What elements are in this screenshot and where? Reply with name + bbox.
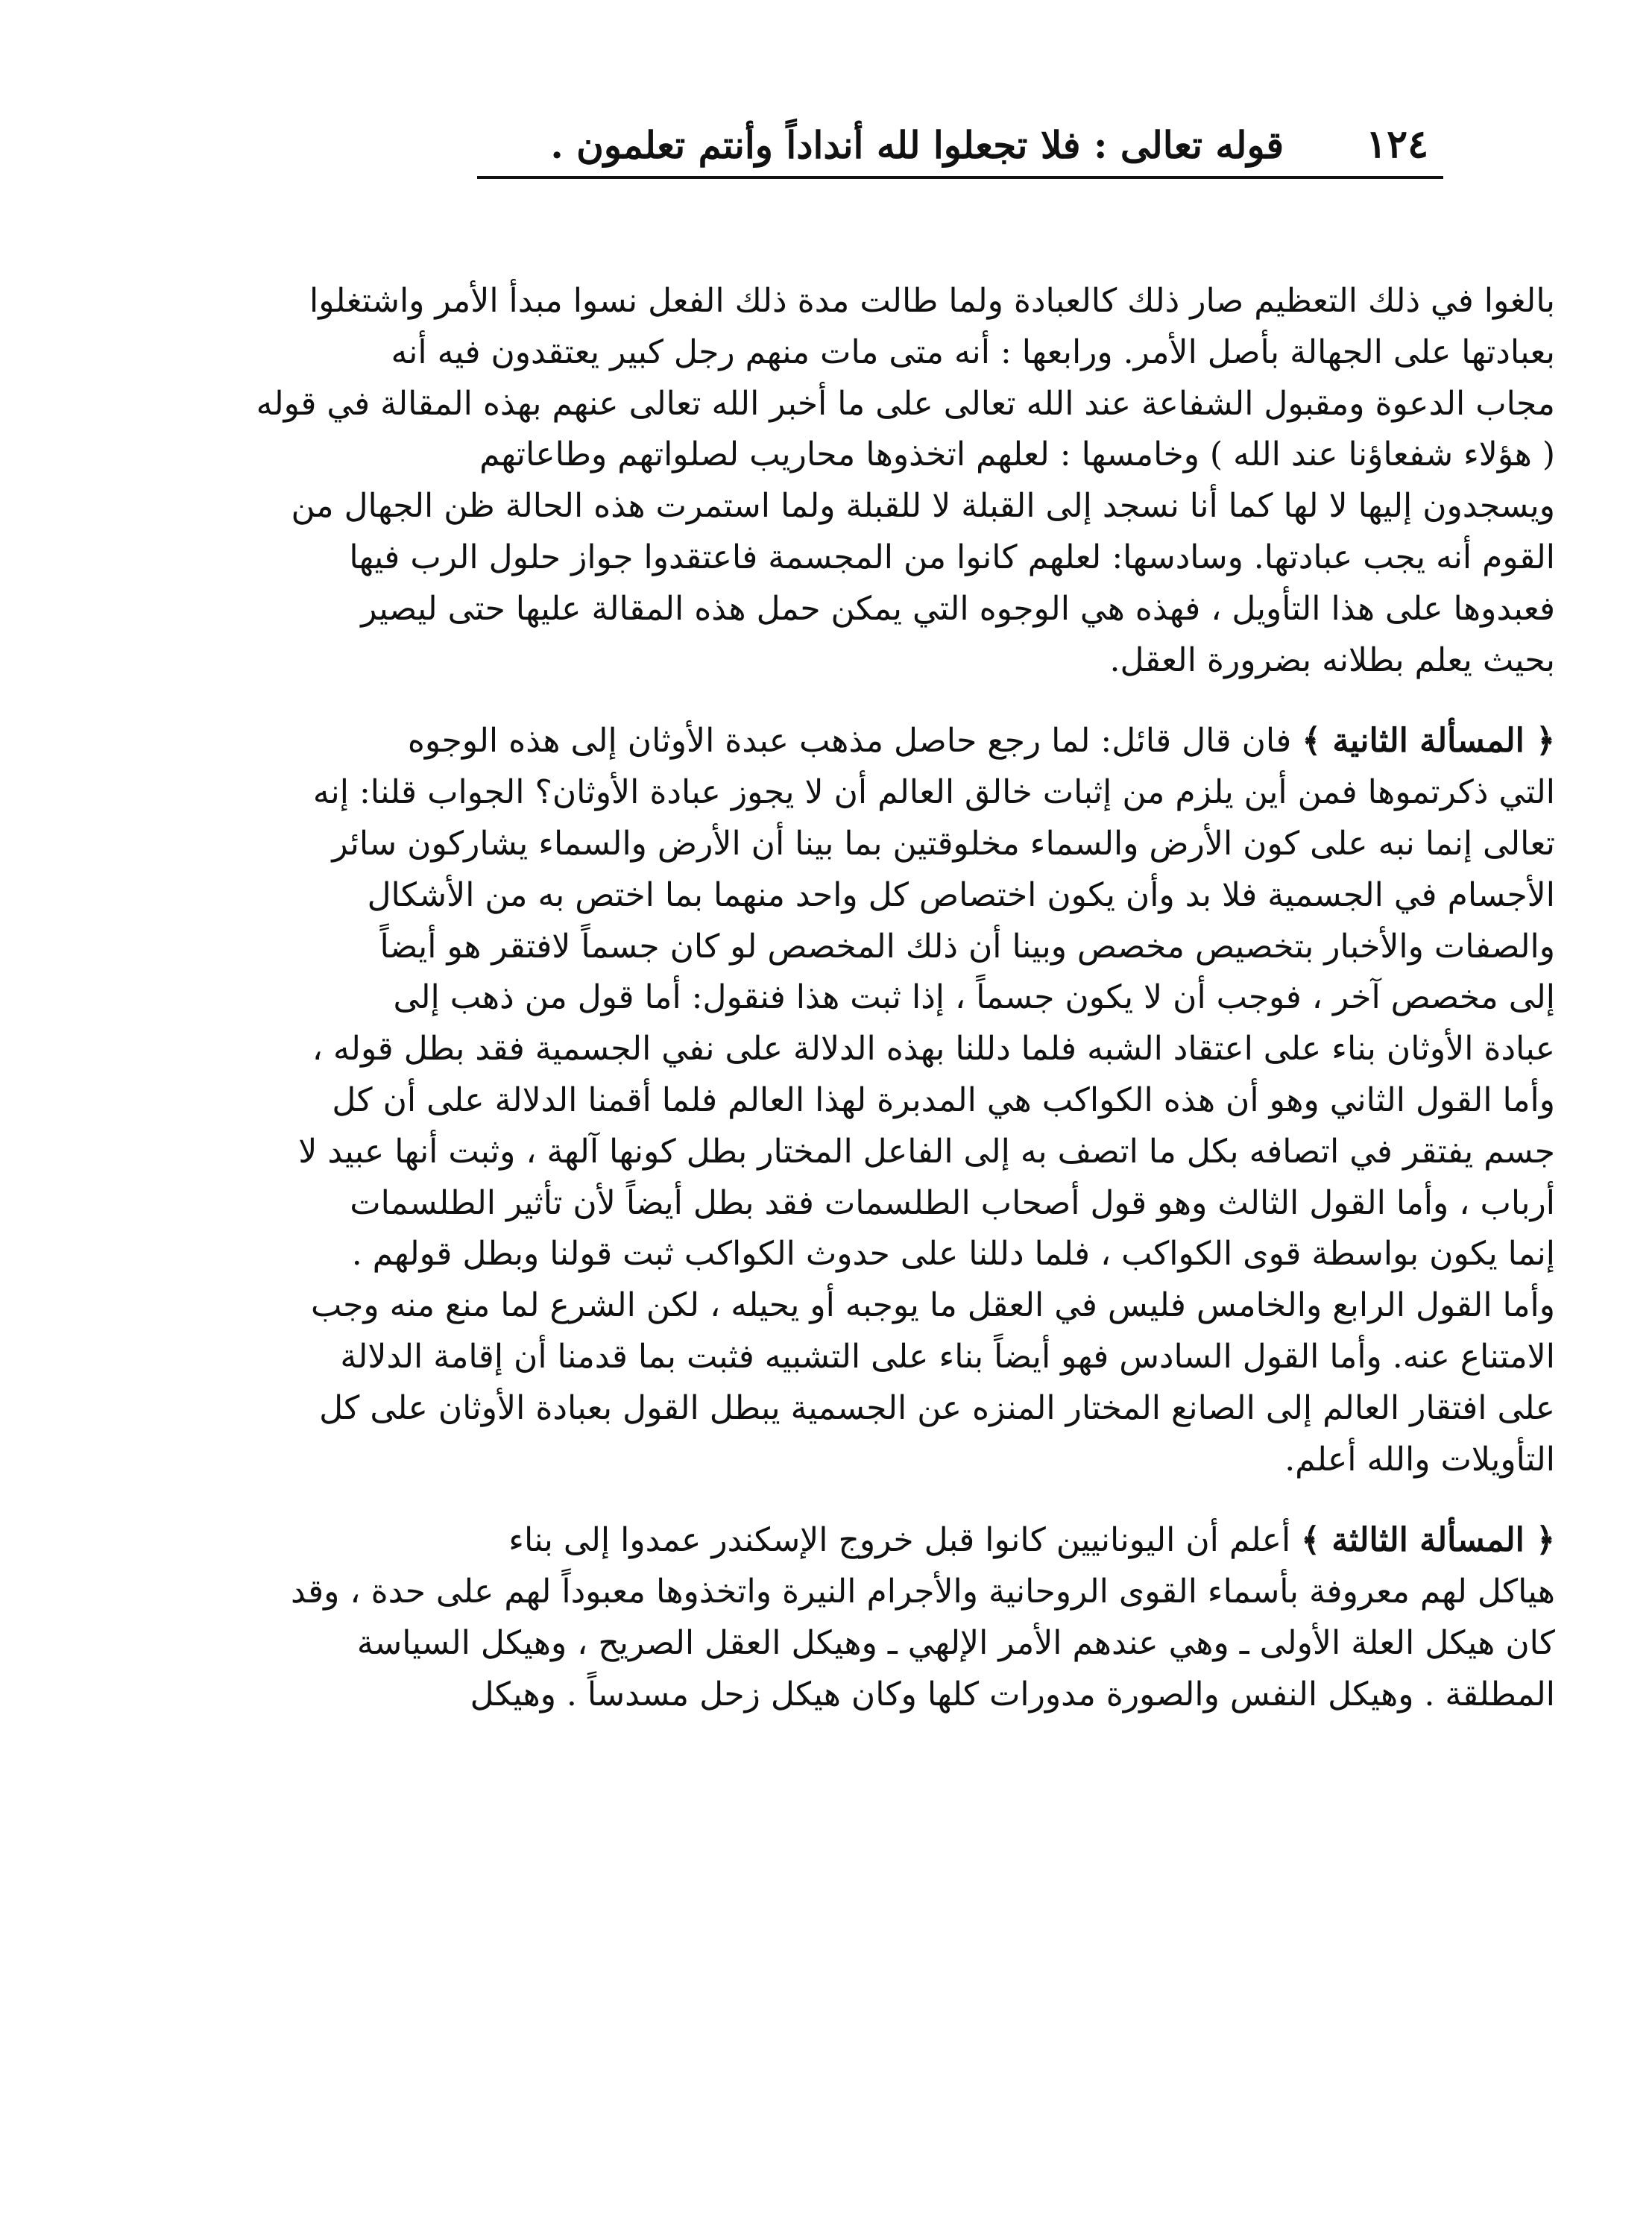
text-run: أعلم أن اليونانيين كانوا قبل خروج الإسكندر عمدوا إلى بناء [508,1521,1302,1560]
running-title: قوله تعالى : فلا تجعلوا لله أنداداً وأنتم تعلمون . [550,123,1284,167]
text-line: إنما يكون بواسطة قوى الكواكب ، فلما دللنا على حدوث الكواكب ثبت قولنا وبطل قولهم . [351,1235,1555,1274]
text-line: ( هؤلاء شفعاؤنا عند الله ) وخامسها : لعلهم اتخذوها محاريب لصلواتهم وطاعاتهم [479,435,1555,474]
text-line: الامتناع عنه. وأما القول السادس فهو أيضاً بناء على التشبيه فثبت بما قدمنا أن إقامة الدلالة [340,1337,1555,1376]
section-heading: ﴿ المسألة الثالثة ﴾ [1301,1521,1555,1560]
paragraph [112,1515,1555,1720]
text-line: مجاب الدعوة ومقبول الشفاعة عند الله تعالى على ما أخبر الله تعالى عنهم بهذه المقالة في قوله [256,384,1555,423]
text-line: تعالى إنما نبه على كون الأرض والسماء مخلوقتين بما بينا أن الأرض والسماء يشاركون سائر [332,824,1555,863]
text-line: القوم أنه يجب عبادتها. وسادسها: لعلهم كانوا من المجسمة فاعتقدوا جواز حلول الرب فيها [349,538,1555,576]
paragraph [112,276,1555,686]
page-header [477,104,1428,167]
text-line: الأجسام في الجسمية فلا بد وأن يكون اختصاص كل واحد منهما بما اختص به من الأشكال [367,875,1555,914]
text-line: هياكل لهم معروفة بأسماء القوى الروحانية والأجرام النيرة واتخذوها معبوداً لهم على حدة ، وقد [291,1573,1555,1611]
text-line: بحيث يعلم بطلانه بضرورة العقل. [1109,641,1555,679]
text-line: بعبادتها على الجهالة بأصل الأمر. ورابعها : أنه متى مات منهم رجل كبير يعتقدون فيه أنه [391,333,1555,371]
text-line: وأما القول الثاني وهو أن هذه الكواكب هي المدبرة لهذا العالم فلما أقمنا الدلالة على أن كل [332,1080,1555,1119]
text-line: بالغوا في ذلك التعظيم صار ذلك كالعبادة ولما طالت مدة ذلك الفعل نسوا مبدأ الأمر واشتغلوا [309,282,1555,320]
page-number: ١٢٤ [1366,122,1428,167]
text-line [112,1515,1555,1567]
text-line [112,716,1555,767]
page-body [112,276,1555,1721]
text-line: أرباب ، وأما القول الثالث وهو قول أصحاب الطلسمات فقد بطل أيضاً لأن تأثير الطلسمات [350,1183,1555,1222]
text-line: والصفات والأخبار بتخصيص مخصص وبينا أن ذلك المخصص لو كان جسماً لافتقر هو أيضاً [379,927,1555,966]
text-line: وأما القول الرابع والخامس فليس في العقل ما يوجبه أو يحيله ، لكن الشرع لما منع منه وجب [310,1286,1555,1325]
text-line: التأويلات والله أعلم. [1284,1440,1555,1479]
section-heading: ﴿ المسألة الثانية ﴾ [1302,722,1555,761]
text-line: المطلقة . وهيكل النفس والصورة مدورات كلها وكان هيكل زحل مسدساً . وهيكل [470,1675,1555,1713]
text-line: فعبدوها على هذا التأويل ، فهذه هي الوجوه التي يمكن حمل هذه المقالة عليها حتى ليصير [361,589,1555,628]
paragraph [112,716,1555,1485]
text-line: عبادة الأوثان بناء على اعتقاد الشبه فلما دللنا بهذه الدلالة على نفي الجسمية فقد بطل قوله ، [312,1030,1555,1069]
text-run: فان قال قائل: لما رجع حاصل مذهب عبدة الأوثان إلى هذه الوجوه [407,722,1302,761]
header-rule [477,176,1443,179]
text-line: التي ذكرتموها فمن أين يلزم من إثبات خالق العالم أن لا يجوز عبادة الأوثان؟ الجواب قلنا: إنه [312,773,1555,812]
text-line: كان هيكل العلة الأولى ـ وهي عندهم الأمر الإلهي ـ وهيكل العقل الصريح ، وهيكل السياسة [356,1623,1555,1662]
text-line: على افتقار العالم إلى الصانع المختار المنزه عن الجسمية يبطل القول بعبادة الأوثان على كل [319,1388,1555,1427]
text-line: إلى مخصص آخر ، فوجب أن لا يكون جسماً ، إذا ثبت هذا فنقول: أما قول من ذهب إلى [393,978,1555,1017]
text-line: جسم يفتقر في اتصافه بكل ما اتصف به إلى الفاعل المختار بطل كونها آلهة ، وثبت أنها عبيد لا [298,1132,1555,1171]
text-line: ويسجدون إليها لا لها كما أنا نسجد إلى القبلة لا للقبلة ولما استمرت هذه الحالة ظن الجهال من [291,487,1555,526]
